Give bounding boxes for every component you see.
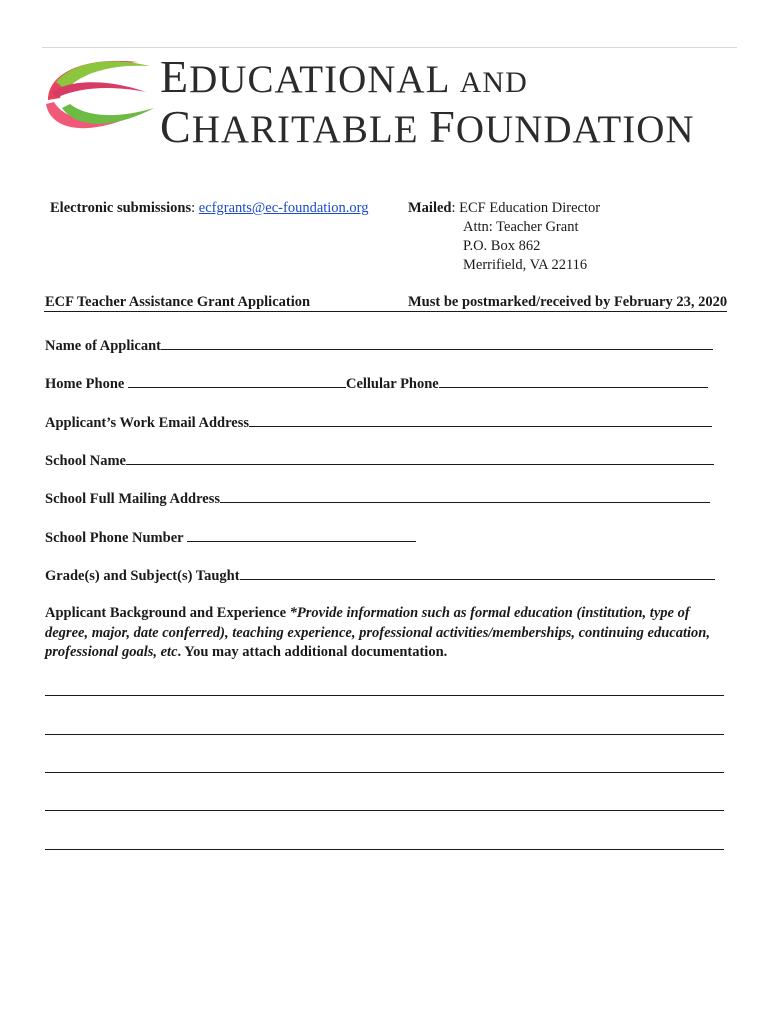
background-input-line[interactable] [45,695,724,696]
grades-subjects-field: Grade(s) and Subject(s) Taught [45,565,715,586]
work-email-field: Applicant’s Work Email Address [45,412,712,433]
mailing-address: Mailed: ECF Education Director Attn: Teacher Grant P.O. Box 862 Merrifield, VA 22116 [408,200,601,273]
applicant-name-input[interactable] [161,335,713,350]
school-address-field: School Full Mailing Address [45,488,710,509]
school-address-input[interactable] [220,488,710,503]
background-input-line[interactable] [45,849,724,850]
background-input-line[interactable] [45,772,724,773]
work-email-input[interactable] [249,412,712,427]
school-name-field: School Name [45,450,714,471]
phone-fields: Home Phone Cellular Phone [45,373,708,394]
background-instructions: Applicant Background and Experience *Provide information such as formal education (institution, type of degree, major, date conferred), teaching experience, professional activities/memberships, continuing education, professional goals, etc. You may attach additional documentation. [45,605,710,660]
cell-phone-input[interactable] [439,373,708,388]
home-phone-input[interactable] [128,373,346,388]
submission-deadline: Must be postmarked/received by February 23, 2020 [408,294,728,310]
applicant-name-field: Name of Applicant [45,335,713,356]
grades-subjects-input[interactable] [240,565,715,580]
school-phone-input[interactable] [187,527,416,542]
background-input-line[interactable] [45,810,724,811]
electronic-submissions: Electronic submissions: ecfgrants@ec-foundation.org [50,200,369,216]
form-title: ECF Teacher Assistance Grant Application [45,294,311,310]
header-rule [42,47,737,48]
foundation-logo-icon [42,52,157,134]
org-name-line1: EDUCATIONAL AND [160,51,528,102]
school-phone-field: School Phone Number [45,527,416,548]
org-name-line2: CHARITABLE FOUNDATION [160,101,695,152]
organization-name [160,51,695,152]
section-rule [44,311,727,312]
school-name-input[interactable] [126,450,714,465]
background-input-line[interactable] [45,734,724,735]
submission-email-link[interactable]: ecfgrants@ec-foundation.org [198,200,369,216]
